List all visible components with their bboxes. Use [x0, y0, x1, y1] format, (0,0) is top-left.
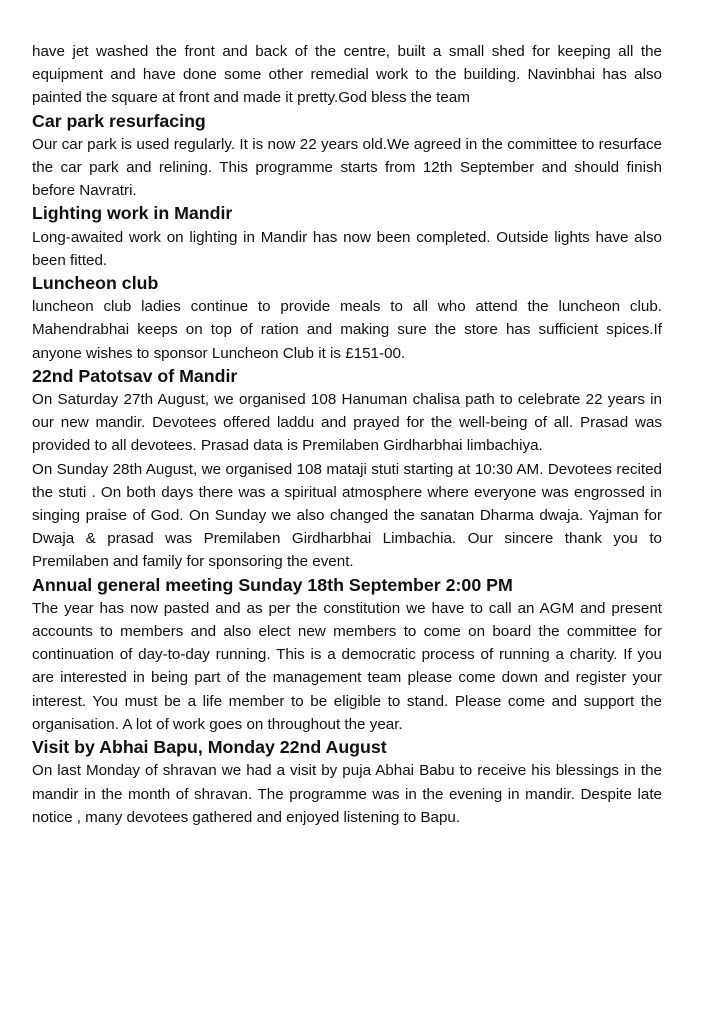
- heading-abhai-bapu-visit: Visit by Abhai Bapu, Monday 22nd August: [32, 737, 387, 758]
- luncheon-paragraph: luncheon club ladies continue to provide meals to all who attend the luncheon club. Mahendrabhai keeps on top of ration and making sure the store has sufficient spices.If anyone wishes to sponsor Luncheon Club it is £151-00.: [32, 298, 662, 362]
- heading-lighting-work: Lighting work in Mandir: [32, 203, 233, 224]
- agm-paragraph: The year has now pasted and as per the constitution we have to call an AGM and present accounts to members and also elect new members to come on board the committee for continuation of day-to-day running. This is a democratic process of running a charity. If you are interested in being part of the management team please come down and register your interest. You must be a life member to be eligible to stand. Please come and support the organisation. A lot of work goes on throughout the year.: [32, 599, 662, 733]
- heading-luncheon-club: Luncheon club: [32, 273, 159, 294]
- lighting-paragraph: Long-awaited work on lighting in Mandir has now been completed. Outside lights have also been fitted.: [32, 228, 662, 269]
- newsletter-page: [32, 40, 662, 829]
- patotsav-saturday-paragraph: On Saturday 27th August, we organised 108 Hanuman chalisa path to celebrate 22 years in our new mandir. Devotees offered laddu and prayed for the well-being of all. Prasad was provided to all devotees. Prasad data is Premilaben Girdharbhai limbachiya.: [32, 391, 662, 455]
- heading-agm: Annual general meeting Sunday 18th September 2:00 PM: [32, 574, 513, 595]
- abhai-bapu-paragraph: On last Monday of shravan we had a visit by puja Abhai Babu to receive his blessings in the mandir in the month of shravan. The programme was in the evening in mandir. Despite late notice , many devotees gathered and enjoyed listening to Bapu.: [32, 762, 662, 826]
- patotsav-sunday-paragraph: On Sunday 28th August, we organised 108 mataji stuti starting at 10:30 AM. Devotees recited the stuti . On both days there was a spiritual atmosphere where everyone was engrossed in singing praise of God. On Sunday we also changed the sanatan Dharma dwaja. Yajman for Dwaja & prasad was Premilaben Girdharbhai Limbachia. Our sincere thank you to Premilaben and family for sponsoring the event.: [32, 460, 662, 571]
- heading-car-park-resurfacing: Car park resurfacing: [32, 110, 206, 131]
- heading-patotsav: 22nd Patotsav of Mandir: [32, 365, 238, 386]
- car-park-paragraph: Our car park is used regularly. It is now 22 years old.We agreed in the committee to resurface the car park and relining. This programme starts from 12th September and should finish before Navratri.: [32, 135, 662, 200]
- intro-paragraph: have jet washed the front and back of the centre, built a small shed for keeping all the equipment and have done some other remedial work to the building. Navinbhai has also painted the square at front and made it pretty.God bless the team: [32, 43, 662, 107]
